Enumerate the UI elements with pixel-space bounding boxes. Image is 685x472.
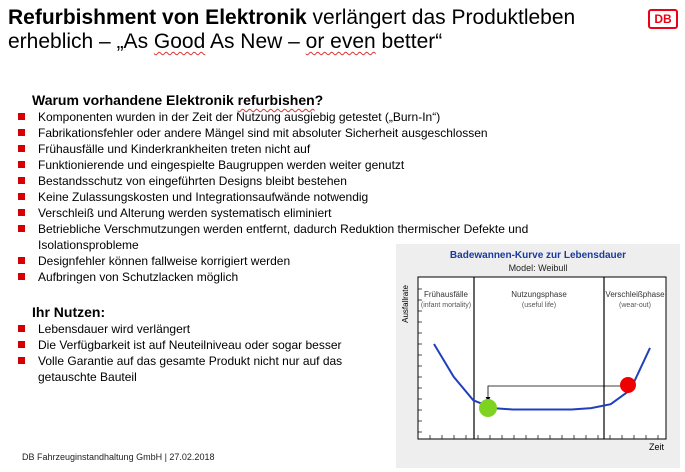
title-part3: better“	[375, 30, 443, 53]
why-item: Funktionierende und eingespielte Baugruppen werden weiter genutzt	[18, 157, 538, 173]
phase-note-3: (wear-out)	[619, 302, 651, 309]
phase-note-2: (useful life)	[521, 302, 557, 309]
phase-label-3: Verschleißphase	[605, 290, 665, 299]
why-item: Keine Zulassungskosten und Integrationsaufwände notwendig	[18, 189, 538, 205]
y-axis-label: Ausfallrate	[401, 285, 410, 323]
benefit-list	[18, 321, 368, 385]
why-heading-plain: Warum vorhandene Elektronik	[32, 92, 238, 108]
title-or-even: or even	[305, 30, 376, 53]
why-item: Komponenten wurden in der Zeit der Nutzung ausgiebig getestet („Burn-In“)	[18, 109, 538, 125]
db-logo: DB	[648, 9, 678, 29]
benefit-item: Die Verfügbarkeit ist auf Neuteilniveau oder sogar besser	[18, 337, 368, 353]
chart-svg	[396, 244, 680, 468]
why-item: Bestandsschutz von eingeführten Designs bleibt bestehen	[18, 173, 538, 189]
refurbished-marker	[479, 399, 497, 417]
title-bold: Refurbishment von Elektronik	[8, 6, 307, 29]
why-heading-end: ?	[314, 92, 324, 108]
title-part1: verlängert das Produktleben erheblich – „As	[8, 6, 576, 53]
phase-label-1: Frühausfälle	[423, 290, 469, 299]
x-axis-label: Zeit	[648, 442, 664, 452]
why-heading-underlined: refurbishen	[237, 92, 315, 108]
why-item: Aufbringen von Schutzlacken möglich	[18, 269, 538, 285]
benefit-heading: Ihr Nutzen:	[32, 304, 106, 320]
why-item: Fabrikationsfehler oder andere Mängel sind mit absoluter Sicherheit ausgeschlossen	[18, 125, 538, 141]
why-item: Betriebliche Verschmutzungen werden entfernt, dadurch Reduktion thermischer Defekte und Isolationsprobleme	[18, 221, 538, 253]
why-item: Frühausfälle und Kinderkrankheiten treten nicht auf	[18, 141, 538, 157]
bathtub-chart	[396, 244, 680, 468]
benefit-item: Lebensdauer wird verlängert	[18, 321, 368, 337]
footer: DB Fahrzeuginstandhaltung GmbH | 27.02.2018	[22, 452, 215, 462]
phase-note-1: (infant mortality)	[420, 302, 472, 309]
why-heading	[32, 92, 323, 109]
slide-title	[8, 6, 628, 54]
benefit-item: Volle Garantie auf das gesamte Produkt nicht nur auf das getauschte Bauteil	[18, 353, 368, 385]
chart-title: Badewannen-Kurve zur Lebensdauer	[449, 250, 627, 261]
wear-out-marker	[620, 377, 636, 393]
chart-subtitle: Model: Weibull	[508, 263, 568, 273]
title-part2: As New –	[205, 30, 306, 53]
title-good: Good	[153, 30, 206, 53]
why-item: Designfehler können fallweise korrigiert werden	[18, 253, 538, 269]
why-item: Verschleiß und Alterung werden systematisch eliminiert	[18, 205, 538, 221]
phase-label-2: Nutzungsphase	[511, 290, 567, 299]
